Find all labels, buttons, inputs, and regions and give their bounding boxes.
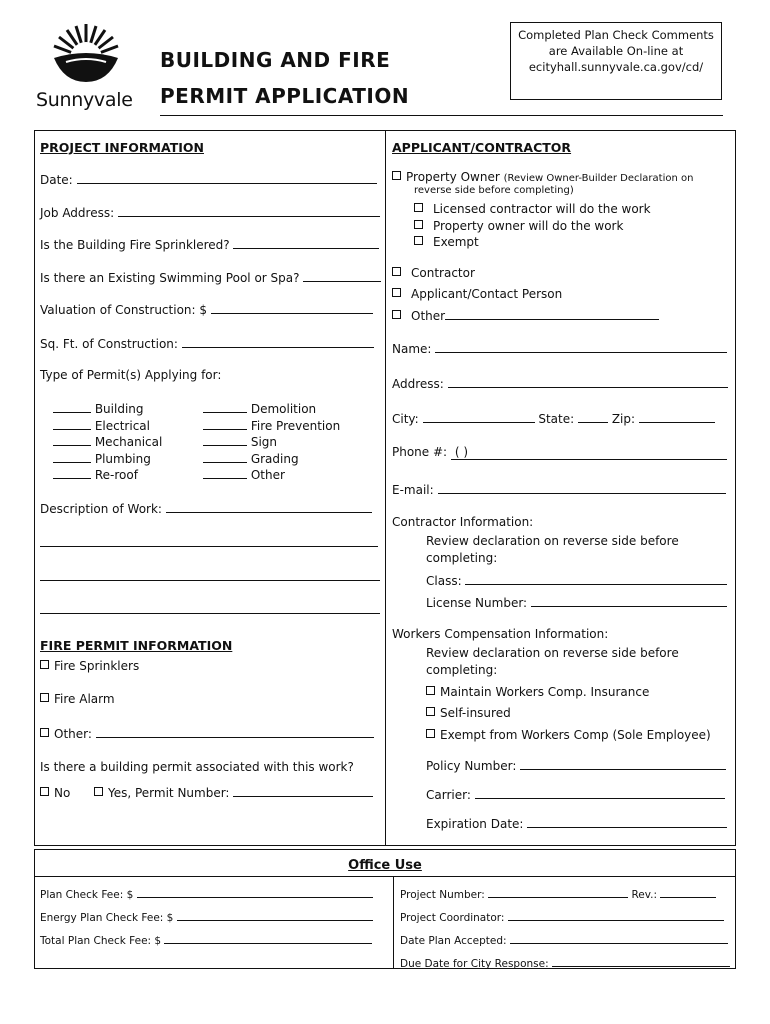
- energy-field[interactable]: [177, 908, 373, 921]
- energy-label: Energy Plan Check Fee: $: [40, 912, 174, 924]
- sprinklered-field[interactable]: [233, 236, 379, 249]
- date-field[interactable]: [77, 171, 377, 184]
- plan-check-field[interactable]: [137, 885, 373, 898]
- license-label: License Number:: [426, 596, 528, 610]
- pool-label: Is there an Existing Swimming Pool or Spa?: [40, 271, 300, 285]
- phone-label: Phone #:: [392, 445, 448, 459]
- fire-sprinklers-label: Fire Sprinklers: [54, 659, 140, 673]
- permit-number-field[interactable]: [233, 784, 373, 797]
- maintain-checkbox[interactable]: [426, 686, 435, 695]
- permit-types-right: [203, 401, 340, 484]
- fire-other-label: Other:: [54, 727, 92, 741]
- name-field[interactable]: [435, 340, 727, 353]
- coordinator-field[interactable]: [508, 908, 724, 921]
- permit-type-sign[interactable]: Sign: [203, 434, 340, 451]
- plan-check-label: Plan Check Fee: $: [40, 889, 134, 901]
- page-title-line2: PERMIT APPLICATION: [160, 84, 410, 108]
- fire-permit-heading: FIRE PERMIT INFORMATION: [40, 638, 233, 653]
- yes-label: Yes, Permit Number:: [107, 786, 230, 800]
- policy-field[interactable]: [520, 757, 726, 770]
- rev-field[interactable]: [660, 885, 716, 898]
- zip-label: Zip:: [611, 412, 636, 426]
- fire-other-field[interactable]: [96, 725, 374, 738]
- license-field[interactable]: [531, 594, 727, 607]
- permit-type-reroof[interactable]: Re-roof: [53, 467, 162, 484]
- state-label: State:: [538, 412, 575, 426]
- policy-label: Policy Number:: [426, 759, 517, 773]
- owner-work-label: Property owner will do the work: [433, 219, 624, 233]
- description-line-3[interactable]: [40, 580, 380, 581]
- phone-field[interactable]: ( ): [451, 445, 727, 460]
- property-owner-checkbox[interactable]: [392, 171, 401, 180]
- logo-text: Sunnyvale: [36, 89, 133, 111]
- city-label: City:: [392, 412, 419, 426]
- exempt-label: Exempt: [433, 235, 479, 249]
- contact-checkbox[interactable]: [392, 288, 401, 297]
- applicant-heading: APPLICANT/CONTRACTOR: [392, 140, 572, 155]
- maintain-label: Maintain Workers Comp. Insurance: [440, 685, 650, 699]
- zip-field[interactable]: [639, 410, 715, 423]
- other-field[interactable]: [445, 307, 659, 320]
- permit-type-fire-prevention[interactable]: Fire Prevention: [203, 418, 340, 435]
- expiration-label: Expiration Date:: [426, 817, 524, 831]
- city-field[interactable]: [423, 410, 535, 423]
- other-checkbox[interactable]: [392, 310, 401, 319]
- description-field[interactable]: [166, 500, 372, 513]
- permit-types-label: Type of Permit(s) Applying for:: [40, 368, 222, 382]
- office-divider: [393, 876, 394, 969]
- workers-comp-label: Workers Compensation Information:: [392, 627, 609, 641]
- permit-types-left: [53, 401, 162, 484]
- exempt-wc-label: Exempt from Workers Comp (Sole Employee): [440, 728, 711, 742]
- sunburst-logo-icon: [36, 18, 136, 84]
- project-number-label: Project Number:: [400, 889, 485, 901]
- state-field[interactable]: [578, 410, 608, 423]
- office-use-heading: Office Use: [348, 858, 422, 873]
- owner-note: (Review Owner-Builder Declaration on: [503, 173, 694, 184]
- permit-type-grading[interactable]: Grading: [203, 451, 340, 468]
- date-accepted-label: Date Plan Accepted:: [400, 935, 507, 947]
- address-field[interactable]: [448, 375, 728, 388]
- expiration-field[interactable]: [527, 815, 727, 828]
- fire-alarm-checkbox[interactable]: [40, 693, 49, 702]
- licensed-checkbox[interactable]: [414, 203, 423, 212]
- sqft-label: Sq. Ft. of Construction:: [40, 337, 178, 351]
- contractor-label: Contractor: [411, 266, 475, 280]
- column-divider: [385, 130, 386, 846]
- email-field[interactable]: [438, 481, 726, 494]
- job-address-label: Job Address:: [40, 206, 115, 220]
- address-label: Address:: [392, 377, 444, 391]
- page-title-line1: BUILDING AND FIRE: [160, 48, 391, 72]
- sunnyvale-logo: [36, 18, 136, 110]
- review-note-1: Review declaration on reverse side before: [426, 534, 679, 548]
- valuation-field[interactable]: [211, 301, 373, 314]
- carrier-label: Carrier:: [426, 788, 471, 802]
- description-line-2[interactable]: [40, 546, 378, 547]
- project-number-field[interactable]: [488, 885, 628, 898]
- due-date-label: Due Date for City Response:: [400, 958, 549, 970]
- valuation-label: Valuation of Construction: $: [40, 303, 208, 317]
- review-note-2: Review declaration on reverse side before: [426, 646, 679, 660]
- description-label: Description of Work:: [40, 502, 162, 516]
- owner-work-checkbox[interactable]: [414, 220, 423, 229]
- no-label: No: [54, 786, 71, 800]
- due-date-field[interactable]: [552, 954, 730, 967]
- header-rule: [160, 115, 723, 116]
- completing-2: completing:: [426, 663, 498, 677]
- no-checkbox[interactable]: [40, 787, 49, 796]
- office-rule: [34, 876, 736, 877]
- fire-alarm-label: Fire Alarm: [54, 692, 115, 706]
- other-label: Other: [411, 309, 446, 323]
- contractor-checkbox[interactable]: [392, 267, 401, 276]
- fire-other-checkbox[interactable]: [40, 728, 49, 737]
- contractor-info-label: Contractor Information:: [392, 515, 534, 529]
- permit-type-plumbing[interactable]: Plumbing: [53, 451, 162, 468]
- self-insured-label: Self-insured: [440, 706, 511, 720]
- permit-type-mechanical[interactable]: Mechanical: [53, 434, 162, 451]
- total-label: Total Plan Check Fee: $: [40, 935, 162, 947]
- date-accepted-field[interactable]: [510, 931, 728, 944]
- name-label: Name:: [392, 342, 432, 356]
- pool-field[interactable]: [303, 269, 381, 282]
- notice-text: Completed Plan Check Comments are Available On-line at ecityhall.sunnyvale.ca.gov/cd/: [518, 28, 714, 74]
- building-permit-question: Is there a building permit associated with this work?: [40, 760, 354, 774]
- job-address-field[interactable]: [118, 204, 380, 217]
- permit-type-building[interactable]: Building: [53, 401, 162, 418]
- exempt-checkbox[interactable]: [414, 236, 423, 245]
- permit-type-other[interactable]: Other: [203, 467, 340, 484]
- notice-box: [510, 22, 722, 100]
- class-field[interactable]: [465, 572, 727, 585]
- description-line-4[interactable]: [40, 613, 380, 614]
- permit-type-electrical[interactable]: Electrical: [53, 418, 162, 435]
- project-info-heading: PROJECT INFORMATION: [40, 140, 204, 155]
- coordinator-label: Project Coordinator:: [400, 912, 505, 924]
- permit-type-demolition[interactable]: Demolition: [203, 401, 340, 418]
- licensed-label: Licensed contractor will do the work: [433, 202, 651, 216]
- total-field[interactable]: [164, 931, 372, 944]
- self-insured-checkbox[interactable]: [426, 707, 435, 716]
- sqft-field[interactable]: [182, 335, 374, 348]
- class-label: Class:: [426, 574, 462, 588]
- yes-checkbox[interactable]: [94, 787, 103, 796]
- fire-sprinklers-checkbox[interactable]: [40, 660, 49, 669]
- completing-1: completing:: [426, 551, 498, 565]
- sprinklered-label: Is the Building Fire Sprinklered?: [40, 238, 230, 252]
- contact-label: Applicant/Contact Person: [411, 287, 563, 301]
- exempt-wc-checkbox[interactable]: [426, 729, 435, 738]
- carrier-field[interactable]: [475, 786, 725, 799]
- rev-label: Rev.:: [631, 889, 658, 901]
- date-label: Date:: [40, 173, 73, 187]
- property-owner-label: Property Owner: [406, 170, 500, 184]
- email-label: E-mail:: [392, 483, 434, 497]
- owner-note-2: reverse side before completing): [414, 185, 574, 196]
